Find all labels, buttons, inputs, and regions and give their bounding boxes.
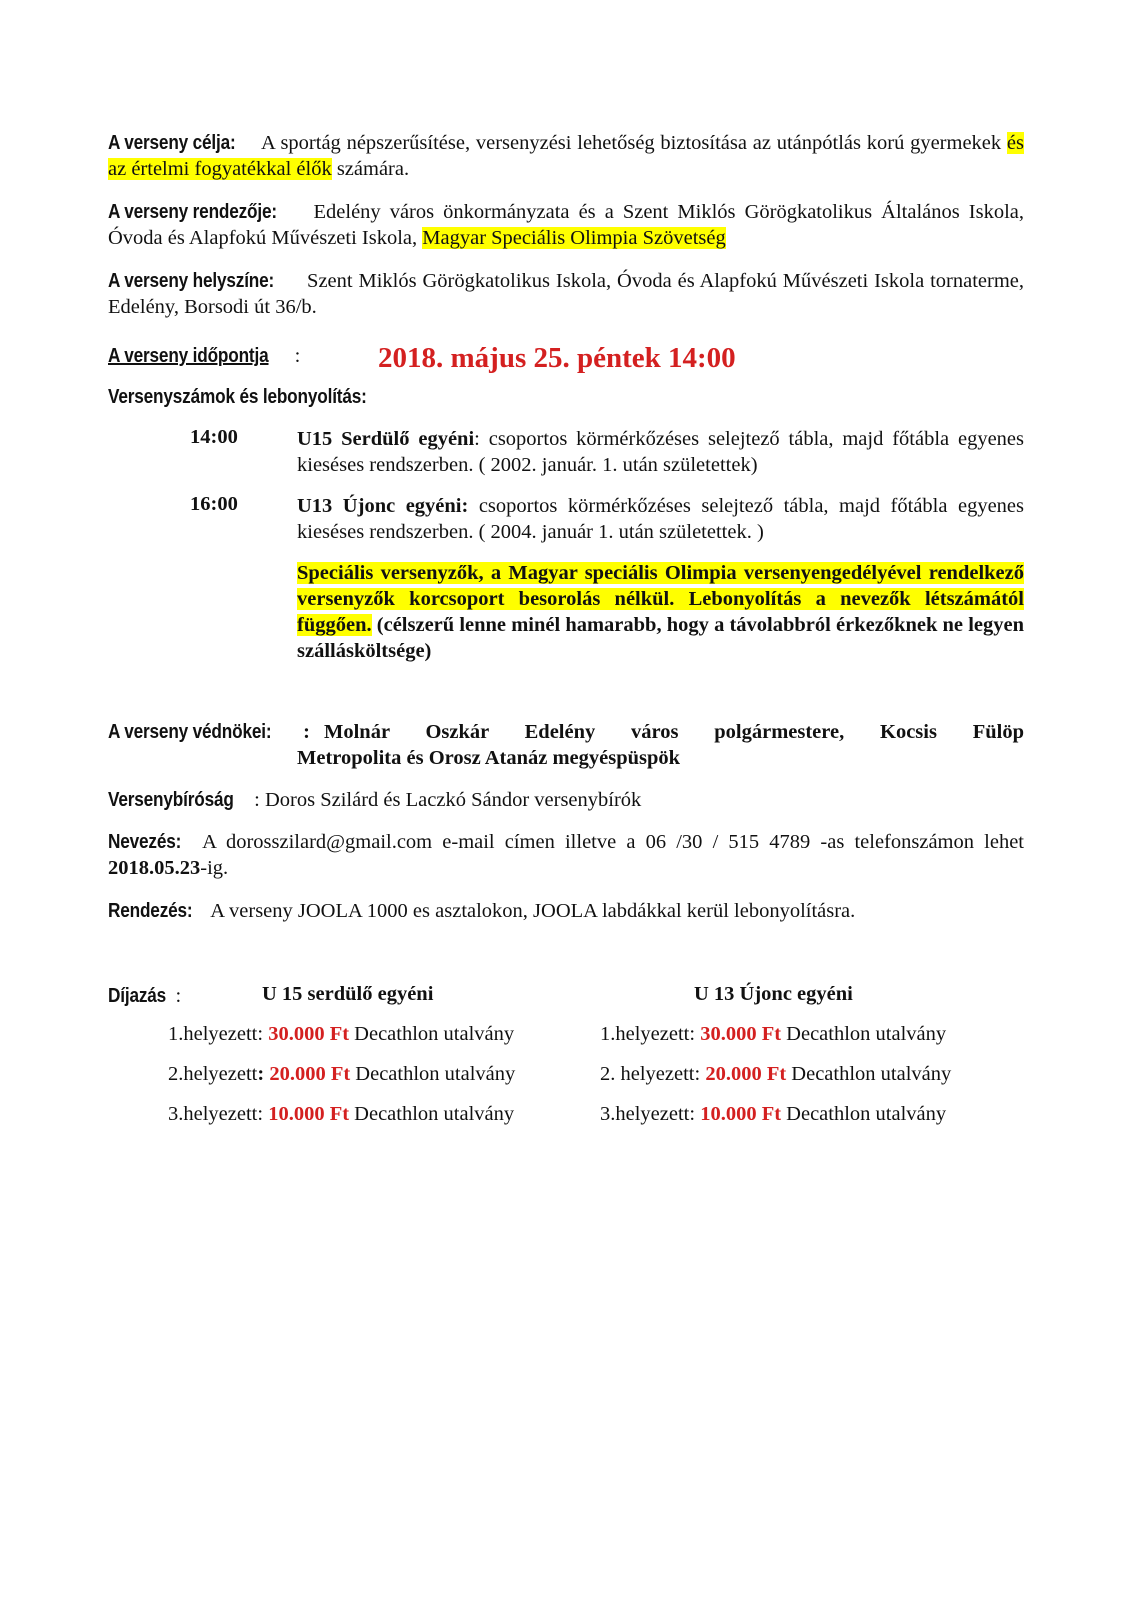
- jury-label-colon: :: [254, 789, 260, 811]
- prize-amount: 20.000 Ft: [705, 1063, 787, 1085]
- prizes-right-heading: U 13 Újonc egyéni: [694, 983, 853, 1005]
- prize-row: [600, 1103, 946, 1126]
- event-time: 14:00: [190, 426, 238, 448]
- prize-amount: 30.000 Ft: [268, 1023, 350, 1045]
- special-highlight: Speciális versenyzők, a Magyar speciális Olimpia versenyengedélyével rendelkező versenyzők korcsoport besorolás nélkül. Lebonyolítás a nevezők létszámától függően.: [297, 562, 1024, 636]
- goal-text-a: A sportág népszerűsítése, versenyzési lehetőség biztosítása az utánpótlás korú gyermekek: [256, 132, 1007, 154]
- organizer-highlight: Magyar Speciális Olimpia Szövetség: [422, 227, 726, 249]
- goal-text-b: számára.: [331, 158, 410, 180]
- prize-place: 1.helyezett:: [168, 1023, 269, 1045]
- prizes-label: Díjazás: [108, 985, 167, 1007]
- prize-place: 2.helyezett: [168, 1063, 258, 1085]
- prizes-left-heading: U 15 serdülő egyéni: [262, 983, 434, 1005]
- events-heading: Versenyszámok és lebonyolítás:: [108, 386, 367, 408]
- event-text: csoportos körmérkőzéses selejtező tábla, majd főtábla egyenes kieséses rendszerben. ( 2002. január. 1. után születettek): [297, 428, 1024, 476]
- jury-label: Versenybíróság: [108, 789, 234, 811]
- event-title-colon: :: [474, 428, 480, 450]
- prize-amount: 30.000 Ft: [700, 1023, 782, 1045]
- goal-paragraph: [108, 130, 1024, 182]
- venue-label: A verseny helyszíne:: [108, 270, 275, 292]
- special-competitors-paragraph: [297, 560, 1024, 664]
- date-label-colon: :: [294, 345, 301, 367]
- organizer-text: Edelény város önkormányzata és a Szent Miklós Görögkatolikus Általános Iskola, Óvoda és Alapfokú Művészeti Iskola,: [108, 201, 1024, 249]
- event-title: U13 Újonc egyéni:: [297, 495, 469, 517]
- event-description: [297, 426, 1024, 478]
- prize-place-colon: :: [257, 1063, 265, 1085]
- prize-amount: 10.000 Ft: [268, 1103, 350, 1125]
- date-label: A verseny időpontja: [108, 345, 269, 367]
- patrons-label-colon: :: [298, 721, 310, 743]
- prize-row: [168, 1103, 514, 1126]
- prize-amount: 20.000 Ft: [264, 1063, 351, 1085]
- prize-voucher: Decathlon utalvány: [781, 1023, 947, 1045]
- entry-label: Nevezés:: [108, 831, 182, 853]
- goal-highlight: és az értelmi fogyatékkal élők: [108, 132, 1024, 180]
- entry-deadline: 2018.05.23: [108, 857, 201, 879]
- prize-amount: 10.000 Ft: [700, 1103, 782, 1125]
- patrons-line-1: Molnár Oszkár Edelény város polgármestere, Kocsis Fülöp: [324, 721, 1024, 743]
- patrons-label: A verseny védnökei:: [108, 721, 272, 743]
- patrons-line-2: Metropolita és Orosz Atanáz megyéspüspök: [297, 747, 681, 769]
- entry-text-a: A dorosszilard@gmail.com e-mail címen illetve a 06 /30 / 515 4789 -as telefonszámon lehet: [193, 831, 1024, 853]
- setup-label: Rendezés:: [108, 900, 193, 922]
- prize-row: [600, 1023, 946, 1046]
- event-time: 16:00: [190, 493, 238, 515]
- prize-place: 1.helyezett:: [600, 1023, 701, 1045]
- prize-voucher: Decathlon utalvány: [781, 1103, 947, 1125]
- prize-row: [168, 1063, 515, 1086]
- special-note: (célszerű lenne minél hamarabb, hogy a távolabbról érkezőknek ne legyen szállásköltsége): [297, 614, 1024, 662]
- venue-text: Szent Miklós Görögkatolikus Iskola, Óvoda és Alapfokú Művészeti Iskola tornaterme, Edelény, Borsodi út 36/b.: [108, 270, 1024, 318]
- jury-paragraph: [108, 787, 1024, 813]
- prize-voucher: Decathlon utalvány: [349, 1023, 515, 1045]
- prize-voucher: Decathlon utalvány: [349, 1103, 515, 1125]
- prize-voucher: Decathlon utalvány: [350, 1063, 516, 1085]
- prize-row: [600, 1063, 951, 1086]
- prize-place: 3.helyezett:: [168, 1103, 269, 1125]
- venue-paragraph: [108, 268, 1024, 320]
- event-description: [297, 493, 1024, 545]
- event-title: U15 Serdülő egyéni: [297, 428, 475, 450]
- jury-text: Doros Szilárd és Laczkó Sándor versenybírók: [259, 789, 642, 811]
- setup-paragraph: [108, 898, 1024, 924]
- prize-place: 2. helyezett:: [600, 1063, 706, 1085]
- organizer-paragraph: [108, 199, 1024, 251]
- event-text: csoportos körmérkőzéses selejtező tábla, majd főtábla egyenes kieséses rendszerben. ( 2004. január 1. után születettek. ): [297, 495, 1024, 543]
- setup-text: A verseny JOOLA 1000 es asztalokon, JOOLA labdákkal kerül lebonyolításra.: [206, 900, 856, 922]
- prize-row: [168, 1023, 514, 1046]
- events-heading-row: [108, 384, 1024, 410]
- prizes-label-row: [108, 983, 1024, 1009]
- entry-text-b: -ig.: [200, 857, 229, 879]
- prize-place: 3.helyezett:: [600, 1103, 701, 1125]
- goal-label: A verseny célja:: [108, 132, 236, 154]
- prize-voucher: Decathlon utalvány: [786, 1063, 952, 1085]
- prizes-label-colon: :: [175, 985, 182, 1007]
- entry-paragraph: [108, 829, 1024, 881]
- date-value: 2018. május 25. péntek 14:00: [378, 342, 736, 374]
- organizer-label: A verseny rendezője:: [108, 201, 277, 223]
